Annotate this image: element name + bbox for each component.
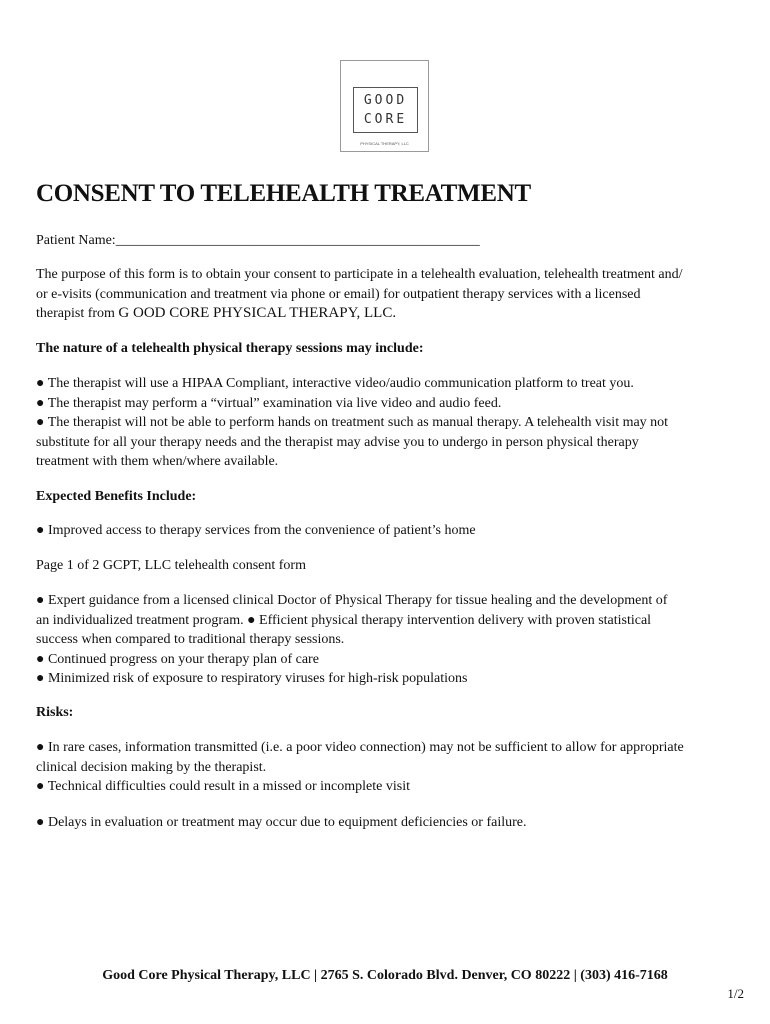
nature-heading: The nature of a telehealth physical therapy sessions may include:	[36, 341, 424, 356]
company-name: G OOD CORE PHYSICAL THERAPY, LLC.	[118, 305, 397, 321]
list-item-continuation: substitute for all your therapy needs and the therapist may advise you to undergo in person physical therapy	[36, 434, 639, 450]
list-item: ● Expert guidance from a licensed clinical Doctor of Physical Therapy for tissue healing and the development of	[36, 593, 668, 608]
page-title: CONSENT TO TELEHEALTH TREATMENT	[36, 180, 531, 207]
purpose-line: or e-visits (communication and treatment via phone or email) for outpatient therapy services with a licensed	[36, 286, 641, 302]
list-item: ● Delays in evaluation or treatment may occur due to equipment deficiencies or failure.	[36, 815, 527, 830]
list-item-continuation: treatment with them when/where available.	[36, 454, 279, 469]
list-item: ● The therapist will use a HIPAA Compliant, interactive video/audio communication platform to treat you.	[36, 376, 634, 391]
logo-line-1: GOOD	[363, 93, 408, 108]
risks-list	[36, 738, 736, 797]
patient-name-field: Patient Name:____________________________________________________	[36, 233, 480, 248]
page-note: Page 1 of 2 GCPT, LLC telehealth consent form	[36, 558, 306, 573]
purpose-line	[36, 304, 736, 324]
list-item: ● Continued progress on your therapy plan of care	[36, 651, 319, 667]
list-item: ● The therapist will not be able to perform hands on treatment such as manual therapy. A telehealth visit may not	[36, 415, 669, 430]
list-item-continuation: clinical decision making by the therapist.	[36, 759, 267, 775]
purpose-text: therapist from	[36, 306, 119, 321]
list-item-continuation: success when compared to traditional therapy sessions.	[36, 632, 345, 647]
list-item: ● In rare cases, information transmitted (i.e. a poor video connection) may not be sufficient to allow for appropriate	[36, 740, 684, 755]
purpose-paragraph	[36, 265, 736, 324]
benefits-heading: Expected Benefits Include:	[36, 489, 197, 504]
list-item-continuation: an individualized treatment program. ● Efficient physical therapy intervention delivery with proven statistical	[36, 612, 652, 628]
nature-list	[36, 374, 736, 472]
purpose-line: The purpose of this form is to obtain your consent to participate in a telehealth evaluation, telehealth treatment and/	[36, 267, 683, 282]
list-item: ● Minimized risk of exposure to respiratory viruses for high-risk populations	[36, 671, 468, 686]
company-logo	[340, 60, 429, 152]
risks-heading: Risks:	[36, 705, 74, 720]
list-item: ● Technical difficulties could result in a missed or incomplete visit	[36, 779, 410, 794]
logo-line-2: CORE	[363, 112, 408, 127]
list-item: ● The therapist may perform a “virtual” examination via live video and audio feed.	[36, 395, 502, 411]
list-item: ● Improved access to therapy services from the convenience of patient’s home	[36, 523, 476, 538]
logo-subtitle: PHYSICAL THERAPY, LLC	[360, 141, 409, 146]
page-number: 1/2	[727, 986, 744, 1001]
footer-address: Good Core Physical Therapy, LLC | 2765 S. Colorado Blvd. Denver, CO 80222 | (303) 416-7168	[102, 968, 668, 983]
logo-mark	[353, 87, 418, 133]
benefits-list	[36, 591, 736, 689]
